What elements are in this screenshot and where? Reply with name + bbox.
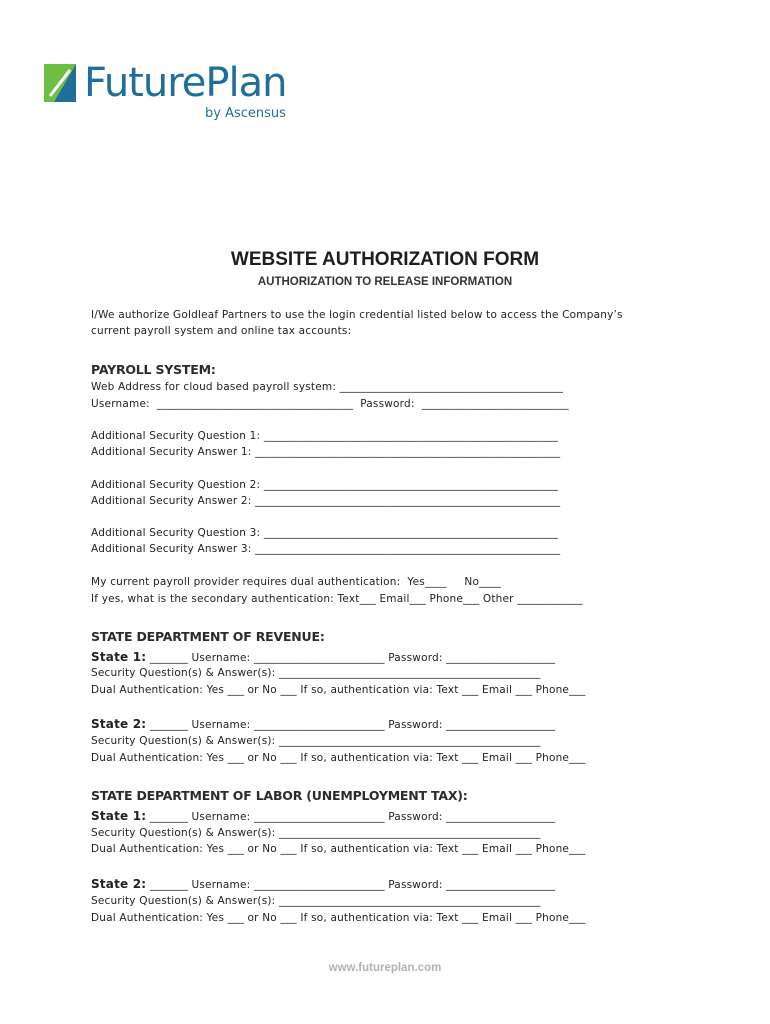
revenue-state-2-dual-auth-field[interactable]: Dual Authentication: Yes ___ or No ___ If so, authentication via: Text ___ Email ___ Phone___ [91,752,586,764]
revenue-state-2-credentials-field[interactable] [91,717,555,731]
footer-website-link[interactable]: www.futureplan.com [328,962,442,974]
security-question-3-field[interactable]: Additional Security Question 3: ______________________________________________________ [91,527,559,539]
revenue-state-1-credentials-field[interactable] [91,650,555,664]
labor-state-1-dual-auth-field[interactable]: Dual Authentication: Yes ___ or No ___ If so, authentication via: Text ___ Email ___ Phone___ [91,843,586,855]
brand-tagline: by Ascensus [205,106,286,121]
payroll-credentials-field[interactable]: Username: ____________________________________ Password: ___________________________ [91,398,569,410]
futureplan-mark-icon [40,62,80,106]
dual-authentication-field[interactable]: My current payroll provider requires dual authentication: Yes____ No____ [91,576,501,588]
state-credentials: _______ Username: ________________________ Password: ____________________ [146,879,556,891]
revenue-state-1-dual-auth-field[interactable]: Dual Authentication: Yes ___ or No ___ If so, authentication via: Text ___ Email ___ Phone___ [91,684,586,696]
form-title: WEBSITE AUTHORIZATION FORM [230,249,540,270]
state-credentials: _______ Username: ________________________ Password: ____________________ [146,811,556,823]
security-question-2-field[interactable]: Additional Security Question 2: ______________________________________________________ [91,479,559,491]
futureplan-logo [40,60,290,130]
state-label: State 1: [91,650,147,664]
revenue-state-1-security-field[interactable]: Security Question(s) & Answer(s): ________________________________________________ [91,667,541,679]
brand-name: FuturePlan [84,60,287,106]
labor-state-2-security-field[interactable]: Security Question(s) & Answer(s): ________________________________________________ [91,895,541,907]
security-question-1-field[interactable]: Additional Security Question 1: ______________________________________________________ [91,430,559,442]
revenue-state-2-security-field[interactable]: Security Question(s) & Answer(s): ________________________________________________ [91,735,541,747]
state-credentials: _______ Username: ________________________ Password: ____________________ [146,652,556,664]
form-subtitle: AUTHORIZATION TO RELEASE INFORMATION [257,276,513,288]
state-label: State 1: [91,809,147,823]
labor-heading: STATE DEPARTMENT OF LABOR (UNEMPLOYMENT TAX): [91,788,468,803]
state-credentials: _______ Username: ________________________ Password: ____________________ [146,719,556,731]
labor-state-2-dual-auth-field[interactable]: Dual Authentication: Yes ___ or No ___ If so, authentication via: Text ___ Email ___ Phone___ [91,912,586,924]
intro-line-1: I/We authorize Goldleaf Partners to use the login credential listed below to access the Company’s [91,309,623,321]
payroll-web-address-field[interactable]: Web Address for cloud based payroll system: _________________________________________ [91,381,564,393]
revenue-heading: STATE DEPARTMENT OF REVENUE: [91,629,325,644]
labor-state-1-credentials-field[interactable] [91,809,555,823]
security-answer-3-field[interactable]: Additional Security Answer 3: ________________________________________________________ [91,543,561,555]
secondary-authentication-field[interactable]: If yes, what is the secondary authentication: Text___ Email___ Phone___ Other ____________ [91,593,583,605]
payroll-heading: PAYROLL SYSTEM: [91,362,216,377]
labor-state-1-security-field[interactable]: Security Question(s) & Answer(s): ________________________________________________ [91,827,541,839]
security-answer-1-field[interactable]: Additional Security Answer 1: ________________________________________________________ [91,446,561,458]
security-answer-2-field[interactable]: Additional Security Answer 2: ________________________________________________________ [91,495,561,507]
labor-state-2-credentials-field[interactable] [91,877,555,891]
state-label: State 2: [91,877,147,891]
intro-line-2: current payroll system and online tax accounts: [91,325,352,337]
state-label: State 2: [91,717,147,731]
